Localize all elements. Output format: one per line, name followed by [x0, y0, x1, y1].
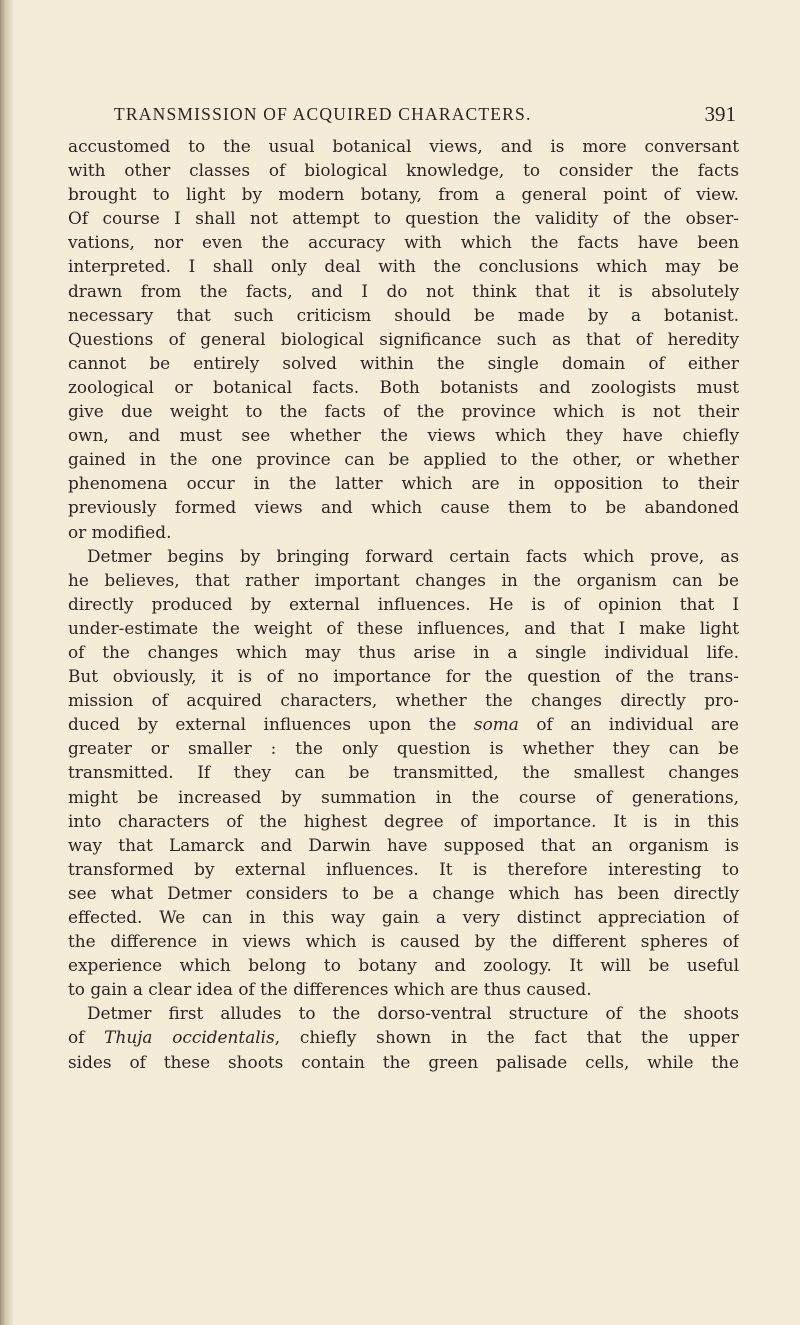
page-number: 391: [704, 102, 736, 126]
text-line: cannot be entirely solved within the single domain of either: [68, 352, 739, 373]
text-line: Questions of general biological significance such as that of heredity: [68, 328, 739, 349]
text-line: see what Detmer considers to be a change which has been directly: [68, 882, 739, 903]
text-line: or modified.: [68, 521, 172, 542]
text-line: way that Lamarck and Darwin have supposed that an organism is: [68, 834, 739, 855]
text-line: drawn from the facts, and I do not think that it is absolutely: [68, 280, 739, 301]
body-text: [68, 134, 739, 1074]
text-line: Detmer begins by bringing forward certain facts which prove, as: [87, 545, 739, 566]
text-line: gained in the one province can be applied to the other, or whether: [68, 449, 739, 470]
text-line: transformed by external influences. It is therefore interesting to: [68, 858, 739, 879]
text-line: with other classes of biological knowledge, to consider the facts: [68, 160, 739, 181]
text-line: mission of acquired characters, whether the changes directly pro-: [68, 690, 739, 711]
text-line: own, and must see whether the views which they have chiefly: [68, 425, 739, 446]
book-binding-edge: [0, 0, 14, 1325]
italic-term: Thuja occidentalis: [104, 1027, 275, 1048]
paragraph: [68, 544, 739, 1002]
paragraph: [68, 134, 739, 544]
text-line: Of course I shall not attempt to question the validity of the obser-: [68, 208, 739, 229]
text-line: might be increased by summation in the course of generations,: [68, 786, 739, 807]
text-line: interpreted. I shall only deal with the conclusions which may be: [68, 256, 739, 277]
text-line: duced by external influences upon the soma of an individual are: [68, 714, 739, 735]
text-line: give due weight to the facts of the province which is not their: [68, 401, 739, 422]
text-line: previously formed views and which cause them to be abandoned: [68, 497, 739, 518]
text-line: phenomena occur in the latter which are in opposition to their: [68, 473, 739, 494]
text-line: Detmer first alludes to the dorso-ventral structure of the shoots: [87, 1003, 739, 1024]
text-line: experience which belong to botany and zoology. It will be useful: [68, 955, 739, 976]
text-line: vations, nor even the accuracy with which the facts have been: [68, 232, 739, 253]
running-title: TRANSMISSION OF ACQUIRED CHARACTERS.: [114, 104, 532, 124]
text-line: effected. We can in this way gain a very distinct appreciation of: [68, 907, 739, 927]
text-line: zoological or botanical facts. Both botanists and zoologists must: [68, 376, 739, 397]
text-line: But obviously, it is of no importance for the question of the trans-: [68, 666, 739, 687]
text-line: under-estimate the weight of these influences, and that I make light: [68, 617, 739, 638]
paragraph: [68, 1001, 739, 1073]
text-line: sides of these shoots contain the green palisade cells, while the: [68, 1051, 739, 1072]
text-line: greater or smaller : the only question is whether they can be: [68, 738, 739, 759]
text-line: of the changes which may thus arise in a single individual life.: [68, 641, 739, 662]
text-line: he believes, that rather important changes in the organism can be: [68, 569, 739, 590]
text-line: accustomed to the usual botanical views, and is more conversant: [68, 136, 739, 156]
text-line: necessary that such criticism should be made by a botanist.: [68, 304, 739, 325]
book-page: [68, 104, 739, 1074]
italic-term: soma: [473, 714, 519, 735]
text-line: of Thuja occidentalis, chiefly shown in the fact that the upper: [68, 1027, 739, 1048]
running-head: [68, 104, 739, 134]
text-line: to gain a clear idea of the differences which are thus caused.: [68, 979, 592, 1000]
text-line: directly produced by external influences. He is of opinion that I: [68, 593, 739, 614]
text-line: into characters of the highest degree of importance. It is in this: [68, 810, 739, 831]
text-line: brought to light by modern botany, from a general point of view.: [68, 184, 739, 205]
text-line: the difference in views which is caused by the different spheres of: [68, 931, 739, 952]
text-line: transmitted. If they can be transmitted, the smallest changes: [68, 762, 739, 783]
